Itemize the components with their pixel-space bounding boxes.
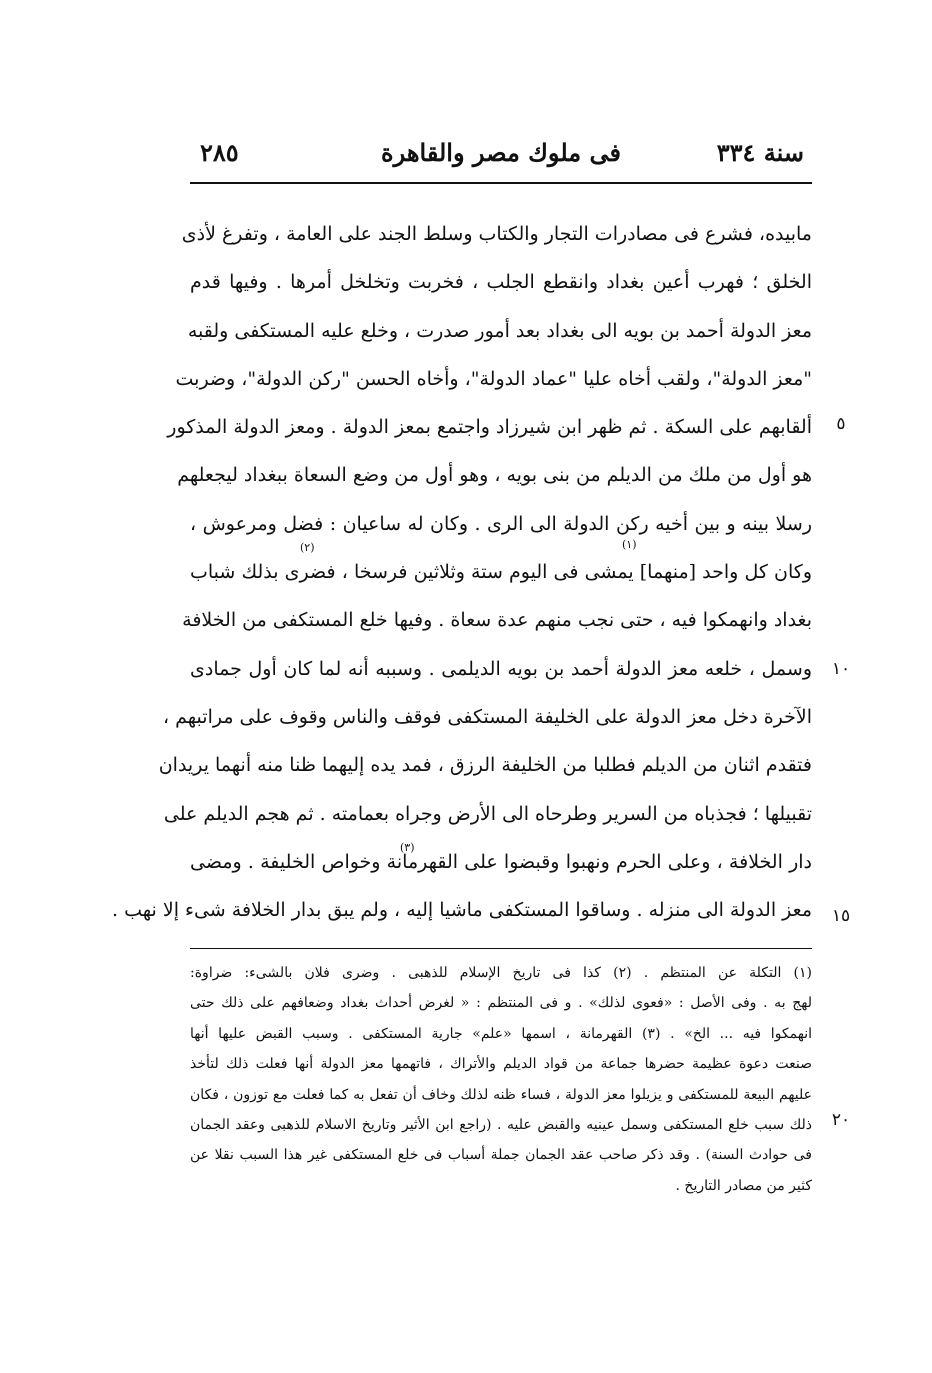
text-line: معز الدولة الى منزله . وساقوا المستكفى ماشيا إليه ، ولم يبق بدار الخلافة شىء إلا نهب . bbox=[112, 899, 812, 922]
footnote-line: عليهم البيعة للمستكفى و يزيلوا معز الدولة ، فساء ظنه لذلك وخاف أن تفعل به كما فعلت مع توزون ، فكان bbox=[190, 1086, 812, 1103]
footnote-line: (١) التكلة عن المنتظم . (٢) كذا فى تاريخ الإسلام للذهبى . وضرى فلان بالشىء: ضراوة: bbox=[190, 965, 813, 981]
footnote-line: انهمكوا فيه ... الخ» . (٣) القهرمانة ، اسمها «علم» جارية المستكفى . وسبب القبض عليها أنها bbox=[190, 1025, 812, 1042]
text-line: رسلا بينه و بين أخيه ركن الدولة الى الرى . وكان له ساعيان : فضل ومرعوش ، bbox=[190, 512, 812, 535]
text-line: هو أول من ملك من الديلم من بنى بويه ، وهو أول من وضع السعاة ببغداد ليجعلهم bbox=[177, 464, 812, 487]
text-line: وكان كل واحد [منهما] يمشى فى اليوم ستة وثلاثين فرسخا ، فضرى بذلك شباب bbox=[190, 561, 812, 584]
footnote-line: ذلك سبب خلع المستكفى وسمل عينيه والقبض عليه . (راجع ابن الأثير وتاريخ الاسلام للذهبى وعقد الجمان bbox=[190, 1116, 812, 1133]
text-line: ألقابهم على السكة . ثم ظهر ابن شيرزاد واجتمع بمعز الدولة . ومعز الدولة المذكور bbox=[167, 416, 812, 439]
main-text bbox=[112, 210, 812, 934]
header-rule bbox=[190, 182, 812, 184]
text-line: فتقدم اثنان من الديلم فطلبا من الخليفة الرزق ، فمد يده إليهما ظنا منه أنهما يريدان bbox=[158, 754, 812, 777]
text-line: تقبيلها ؛ فجذباه من السرير وطرحاه الى الأرض وجراه بعمامته . ثم هجم الديلم على bbox=[163, 802, 812, 825]
text-line: معز الدولة أحمد بن بويه الى بغداد بعد أمور صدرت ، وخلع عليه المستكفى ولقبه bbox=[187, 319, 812, 342]
footnotes bbox=[190, 958, 812, 1201]
footnote-rule bbox=[190, 948, 812, 949]
running-header bbox=[190, 138, 812, 178]
line-number-10: ١٠ bbox=[831, 659, 851, 679]
line-number-20: ٢٠ bbox=[831, 1110, 851, 1130]
footnote-line: صنعت دعوة عظيمة حضرها جماعة من قواد الديلم والأتراك ، فاتهمها معز الدولة أنها فعلت ذلك لتأخذ bbox=[190, 1056, 812, 1073]
footnote-line: كثير من مصادر التاريخ . bbox=[675, 1177, 812, 1194]
footnote-marker-3: (٣) bbox=[400, 841, 415, 854]
text-line: مابيده، فشرع فى مصادرات التجار والكتاب وسلط الجند على العامة ، وتفرغ لأذى bbox=[181, 223, 812, 245]
header-year: سنة ٣٣٤ bbox=[716, 138, 804, 167]
text-line: "معز الدولة"، ولقب أخاه عليا "عماد الدولة"، وأخاه الحسن "ركن الدولة"، وضربت bbox=[175, 367, 812, 390]
text-line: الآخرة دخل معز الدولة على الخليفة المستكفى فوقف والناس وقوف على مراتبهم ، bbox=[162, 705, 812, 728]
footnote-marker-1: (١) bbox=[622, 538, 637, 551]
line-number-5: ٥ bbox=[836, 414, 846, 434]
text-line: وسمل ، خلعه معز الدولة أحمد بن بويه الديلمى . وسببه أنه لما كان أول جمادى bbox=[190, 657, 812, 680]
line-number-15: ١٥ bbox=[831, 906, 851, 926]
page-number: ٢٨٥ bbox=[200, 138, 239, 167]
footnote-marker-2: (٢) bbox=[300, 541, 315, 554]
footnote-line: فى حوادث السنة) . وقد ذكر صاحب عقد الجمان جملة أسباب فى خلع المستكفى غير هذا السبب نقلا عن bbox=[190, 1147, 812, 1164]
text-line: الخلق ؛ فهرب أعين بغداد وانقطع الجلب ، فخربت وتخلخل أمرها . وفيها قدم bbox=[190, 271, 812, 294]
header-title: فى ملوك مصر والقاهرة bbox=[381, 138, 621, 167]
text-line: دار الخلافة ، وعلى الحرم ونهبوا وقبضوا على القهرمانة وخواص الخليفة . ومضى bbox=[190, 850, 812, 873]
footnote-line: لهج به . وفى الأصل : «فعوى لذلك» . و فى المنتظم : « لغرض أحداث بغداد وضعافهم على ذلك حتى bbox=[190, 995, 812, 1012]
text-line: بغداد وانهمكوا فيه ، حتى نجب منهم عدة سعاة . وفيها خلع المستكفى من الخلافة bbox=[182, 609, 812, 632]
